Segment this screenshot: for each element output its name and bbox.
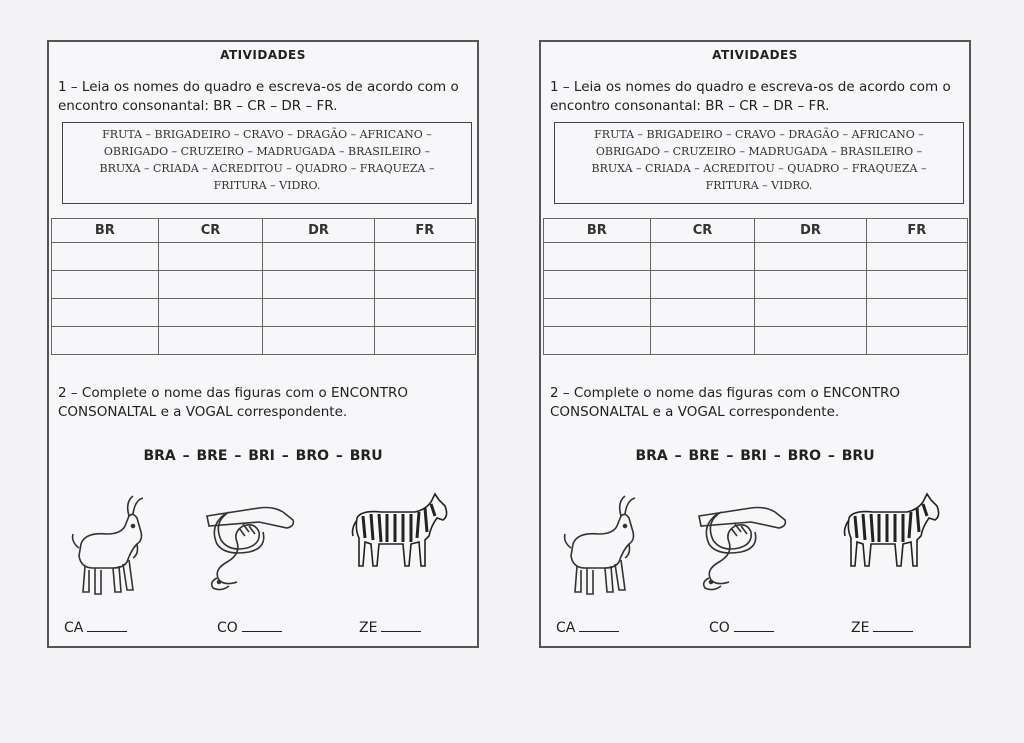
answer-cell[interactable]: [650, 299, 755, 327]
zebra-icon: [843, 492, 943, 572]
snake-icon: [691, 492, 791, 592]
blank-prefix: ZE: [851, 620, 870, 636]
answer-cell[interactable]: [263, 271, 374, 299]
blank-prefix: CO: [217, 620, 238, 636]
blank-ze: [851, 620, 913, 636]
answer-cell[interactable]: [650, 271, 755, 299]
header-cr: CR: [650, 219, 755, 243]
word-line: BRUXA – CRIADA – ACREDITOU – QUADRO – FRAQUEZA –: [99, 162, 435, 175]
answer-cell[interactable]: [374, 299, 475, 327]
answer-cell[interactable]: [52, 299, 159, 327]
answer-cell[interactable]: [755, 271, 866, 299]
worksheet-title: ATIVIDADES: [712, 48, 798, 62]
answer-cell[interactable]: [158, 243, 263, 271]
answer-cell[interactable]: [544, 299, 651, 327]
table-row: [544, 243, 968, 271]
header-br: BR: [52, 219, 159, 243]
answer-cell[interactable]: [544, 271, 651, 299]
blank-prefix: CO: [709, 620, 730, 636]
answer-cell[interactable]: [866, 299, 967, 327]
answer-cell[interactable]: [866, 327, 967, 355]
table-row: [544, 271, 968, 299]
answer-cell[interactable]: [263, 327, 374, 355]
goat-icon: [555, 492, 639, 602]
goat-icon: [63, 492, 147, 602]
worksheet-title: ATIVIDADES: [220, 48, 306, 62]
answer-cell[interactable]: [755, 327, 866, 355]
word-line: FRUTA – BRIGADEIRO – CRAVO – DRAGÃO – AFRICANO –: [594, 128, 924, 141]
blank-ze: [359, 620, 421, 636]
answer-cell[interactable]: [52, 271, 159, 299]
blank-line[interactable]: [87, 621, 127, 632]
word-line: OBRIGADO – CRUZEIRO – MADRUGADA – BRASILEIRO –: [103, 145, 431, 158]
question-2-text: 2 – Complete o nome das figuras com o ENCONTRO CONSONALTAL e a VOGAL correspondente.: [58, 385, 409, 420]
blank-co: [709, 620, 774, 636]
word-line: OBRIGADO – CRUZEIRO – MADRUGADA – BRASILEIRO –: [595, 145, 923, 158]
answer-cell[interactable]: [650, 327, 755, 355]
blank-line[interactable]: [579, 621, 619, 632]
question-1-text: 1 – Leia os nomes do quadro e escreva-os de acordo com o encontro consonantal: BR – CR – DR – FR.: [550, 79, 951, 114]
answer-cell[interactable]: [158, 271, 263, 299]
question-2-text: 2 – Complete o nome das figuras com o ENCONTRO CONSONALTAL e a VOGAL correspondente.: [550, 385, 901, 420]
answer-cell[interactable]: [263, 243, 374, 271]
answer-cell[interactable]: [755, 243, 866, 271]
word-line: BRUXA – CRIADA – ACREDITOU – QUADRO – FRAQUEZA –: [591, 162, 927, 175]
answer-cell[interactable]: [866, 243, 967, 271]
word-line: FRITURA – VIDRO.: [213, 179, 321, 192]
table-row: [544, 299, 968, 327]
answer-cell[interactable]: [755, 299, 866, 327]
answer-cell[interactable]: [866, 271, 967, 299]
table-row: [52, 327, 476, 355]
word-box: [554, 122, 964, 204]
blank-prefix: CA: [64, 620, 84, 636]
blank-prefix: CA: [556, 620, 576, 636]
blank-ca: [64, 620, 127, 636]
header-fr: FR: [374, 219, 475, 243]
table-row: [52, 299, 476, 327]
answer-cell[interactable]: [52, 243, 159, 271]
header-dr: DR: [755, 219, 866, 243]
word-box: [62, 122, 472, 204]
answer-cell[interactable]: [650, 243, 755, 271]
header-dr: DR: [263, 219, 374, 243]
header-fr: FR: [866, 219, 967, 243]
blank-line[interactable]: [381, 621, 421, 632]
consonant-table: [51, 218, 476, 355]
table-row: [52, 243, 476, 271]
answer-cell[interactable]: [374, 243, 475, 271]
answer-cell[interactable]: [263, 299, 374, 327]
answer-cell[interactable]: [52, 327, 159, 355]
consonant-table: [543, 218, 968, 355]
worksheet-left: [47, 40, 479, 648]
blank-line[interactable]: [242, 621, 282, 632]
answer-cell[interactable]: [158, 299, 263, 327]
answer-cell[interactable]: [374, 327, 475, 355]
syllables-list: BRA – BRE – BRI – BRO – BRU: [143, 448, 383, 464]
blank-line[interactable]: [734, 621, 774, 632]
answer-cell[interactable]: [374, 271, 475, 299]
header-br: BR: [544, 219, 651, 243]
table-row: [544, 327, 968, 355]
header-cr: CR: [158, 219, 263, 243]
zebra-icon: [351, 492, 451, 572]
question-1-text: 1 – Leia os nomes do quadro e escreva-os de acordo com o encontro consonantal: BR – CR – DR – FR.: [58, 79, 459, 114]
answer-cell[interactable]: [544, 327, 651, 355]
blank-co: [217, 620, 282, 636]
table-row: [52, 271, 476, 299]
word-line: FRITURA – VIDRO.: [705, 179, 813, 192]
snake-icon: [199, 492, 299, 592]
syllables-list: BRA – BRE – BRI – BRO – BRU: [635, 448, 875, 464]
blank-prefix: ZE: [359, 620, 378, 636]
answer-cell[interactable]: [544, 243, 651, 271]
blank-line[interactable]: [873, 621, 913, 632]
blank-ca: [556, 620, 619, 636]
answer-cell[interactable]: [158, 327, 263, 355]
worksheet-right: [539, 40, 971, 648]
word-line: FRUTA – BRIGADEIRO – CRAVO – DRAGÃO – AFRICANO –: [102, 128, 432, 141]
